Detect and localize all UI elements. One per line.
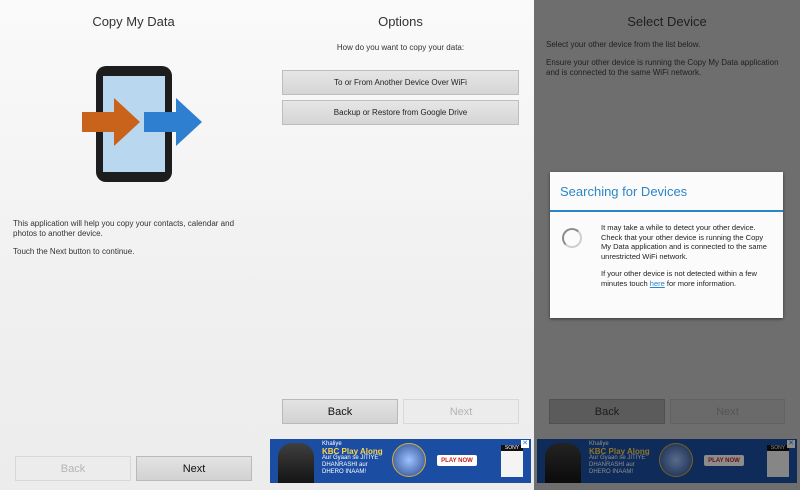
ad-line2: Aur Gyaan se JITIYE xyxy=(322,455,379,461)
ad-play-button[interactable]: PLAY NOW xyxy=(704,455,744,466)
dialog-paragraph-1: It may take a while to detect your other device. Check that your other device is running the Copy My Data application and is connected to the same unrestricted WiFi network. xyxy=(601,223,767,261)
sony-logo xyxy=(767,445,789,477)
options-prompt: How do you want to copy your data: xyxy=(336,43,465,52)
ad-line1: Khaliye xyxy=(589,441,609,447)
kbc-emblem-icon xyxy=(392,443,426,477)
ad-person-image xyxy=(278,443,314,483)
help-link[interactable]: here xyxy=(649,278,665,288)
next-button[interactable]: Next xyxy=(136,456,252,481)
ad-line3: DHANRASHI aur xyxy=(589,462,635,468)
ad-banner[interactable] xyxy=(537,439,797,483)
phone-transfer-icon xyxy=(78,64,204,184)
ad-banner[interactable] xyxy=(270,439,531,483)
ad-headline: KBC Play Along xyxy=(322,447,383,456)
dialog-body xyxy=(601,223,775,288)
ad-line2: Aur Gyaan se JITIYE xyxy=(589,455,646,461)
ad-headline: KBC Play Along xyxy=(589,447,650,456)
dialog-title: Searching for Devices xyxy=(560,184,688,199)
page-title: Copy My Data xyxy=(92,14,175,29)
network-instruction: Ensure your other device is running the Copy My Data application and is connected to the same WiFi network. xyxy=(546,58,779,77)
back-button[interactable]: Back xyxy=(549,399,665,424)
kbc-emblem-icon xyxy=(659,443,693,477)
close-icon[interactable]: ✕ xyxy=(788,440,794,447)
ad-play-button[interactable]: PLAY NOW xyxy=(437,455,477,466)
welcome-panel xyxy=(0,0,267,490)
close-icon[interactable]: ✕ xyxy=(522,440,528,447)
dialog-text-after-link: for more information. xyxy=(664,278,737,288)
next-button[interactable]: Next xyxy=(670,399,785,424)
dialog-paragraph-2 xyxy=(601,269,775,288)
app-description: This application will help you copy your contacts, calendar and photos to another device. xyxy=(13,219,235,238)
back-button[interactable]: Back xyxy=(282,399,398,424)
dialog-text-before-link: If your other device is not detected within a few minutes touch xyxy=(601,269,757,288)
ad-text xyxy=(322,441,392,476)
sony-logo xyxy=(501,445,523,477)
searching-dialog xyxy=(550,172,783,318)
sony-logo-text: SONY xyxy=(501,445,523,451)
back-button[interactable]: Back xyxy=(15,456,131,481)
options-panel xyxy=(267,0,534,490)
select-instruction: Select your other device from the list below. xyxy=(546,40,701,49)
ad-person-image xyxy=(545,443,581,483)
sony-logo-text: SONY xyxy=(767,445,789,451)
ad-text xyxy=(589,441,659,476)
dialog-divider xyxy=(550,210,783,212)
wifi-transfer-button[interactable]: To or From Another Device Over WiFi xyxy=(282,70,519,95)
ad-line4: DHERO INAAM! xyxy=(589,469,634,475)
ad-line4: DHERO INAAM! xyxy=(322,469,367,475)
instruction-text: Touch the Next button to continue. xyxy=(13,247,135,256)
ad-line1: Khaliye xyxy=(322,441,342,447)
page-title: Select Device xyxy=(627,14,707,29)
loading-spinner-icon xyxy=(562,228,582,248)
ad-line3: DHANRASHI aur xyxy=(322,462,368,468)
google-drive-button[interactable]: Backup or Restore from Google Drive xyxy=(282,100,519,125)
next-button[interactable]: Next xyxy=(403,399,519,424)
page-title: Options xyxy=(378,14,423,29)
